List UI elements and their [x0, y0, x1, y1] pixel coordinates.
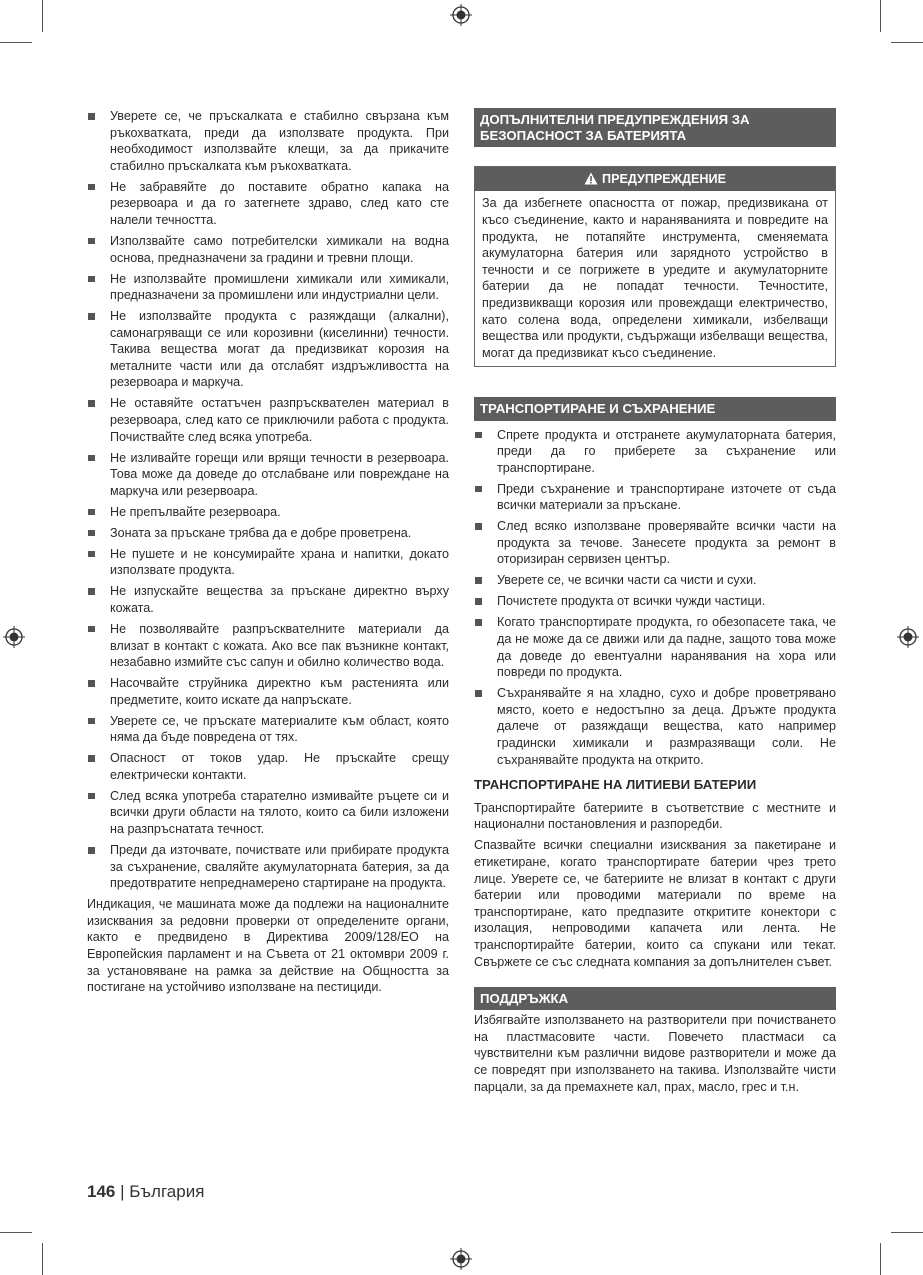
crop-mark — [880, 0, 881, 32]
list-item: Почистете продукта от всички чужди частици. — [474, 593, 836, 610]
list-item: Уверете се, че пръскате материалите към област, която няма да бъде повредена от тях. — [87, 713, 449, 746]
footer-language: България — [129, 1182, 205, 1201]
lithium-paragraph: Спазвайте всички специални изисквания за пакетиране и етикетиране, когато транспортирате батерии чрез трето лице. Уверете се, че батериите не влизат в контакт с други батерии или проводими материали по време на транспортиране, като предпазите откритите конектори с изолация, непроводими капачета или лента. Не транспортирайте батерии, които са спукани или текат. Свържете се със следната компания за допълнителен съвет. — [474, 838, 836, 969]
battery-safety-heading: ДОПЪЛНИТЕЛНИ ПРЕДУПРЕЖДЕНИЯ ЗА БЕЗОПАСНОСТ ЗА БАТЕРИЯТА — [474, 108, 836, 147]
list-item: Зоната за пръскане трябва да е добре проветрена. — [87, 525, 449, 542]
list-item: Не позволявайте разпръсквателните материали да влизат в контакт с кожата. Ако все пак възникне контакт, незабавно измийте със сапун и обилно количество вода. — [87, 621, 449, 671]
list-item: Опасност от токов удар. Не пръскайте срещу електрически контакти. — [87, 750, 449, 783]
list-item: Не препълвайте резервоара. — [87, 504, 449, 521]
warning-header — [475, 167, 835, 191]
registration-mark-icon — [897, 626, 919, 648]
crop-mark — [42, 0, 43, 32]
list-item: Не оставяйте остатъчен разпръсквателен материал в резервоара, след като се приключили работа с продукта. Почиствайте след всяка употреба. — [87, 395, 449, 445]
footer-separator: | — [120, 1182, 125, 1201]
list-item: Използвайте само потребителски химикали на водна основа, предназначени за градини и тревни площи. — [87, 233, 449, 266]
crop-mark — [891, 1232, 923, 1233]
list-item: Насочвайте струйника директно към растенията или предметите, които искате да напръскате. — [87, 675, 449, 708]
list-item: Съхранявайте я на хладно, сухо и добре проветрявано място, което е недостъпно за деца. Дръжте продукта далече от разяждащи вещества, като например градински химикали и размразяващи соли. Не съхранявайте продукта на открито. — [474, 685, 836, 768]
page-footer — [87, 1182, 204, 1202]
list-item: Уверете се, че пръскалката е стабилно свързана към ръкохватката, преди да използвате продукта. При необходимост използвайте клещи, за да прикачите стабилно пръскалката към ръкохватката. — [87, 108, 449, 174]
right-column — [474, 108, 836, 1100]
list-item: Не изливайте горещи или врящи течности в резервоара. Това може да доведе до отслабване или повреждане на маркуча или резервоара. — [87, 450, 449, 500]
maintenance-heading: ПОДДРЪЖКА — [474, 987, 836, 1010]
registration-mark-icon — [450, 4, 472, 26]
list-item: Не използвайте продукта с разяждащи (алкални), самонагряващи се или корозивни (киселинни) течности. Такива вещества могат да предизвикат корозия на металните части или да отслабят издръжливостта на резервоара и маркуча. — [87, 308, 449, 391]
list-item: Преди съхранение и транспортиране източете от съда всички материали за пръскане. — [474, 481, 836, 514]
list-item: Когато транспортирате продукта, го обезопасете така, че да не може да се движи или да падне, защото това може да доведе до евентуални наранявания на хора или повреди по продукта. — [474, 614, 836, 680]
crop-mark — [42, 1243, 43, 1275]
crop-mark — [891, 42, 923, 43]
list-item: Уверете се, че всички части са чисти и сухи. — [474, 572, 836, 589]
registration-mark-icon — [450, 1248, 472, 1270]
list-item: Спрете продукта и отстранете акумулаторната батерия, преди да го приберете за съхранение или транспортиране. — [474, 427, 836, 477]
lithium-paragraph: Транспортирайте батериите в съответствие с местните и национални постановления и разпоредби. — [474, 800, 836, 832]
left-column — [87, 108, 449, 1000]
crop-mark — [0, 1232, 32, 1233]
warning-label: ПРЕДУПРЕЖДЕНИЕ — [602, 172, 726, 187]
warning-box — [474, 166, 836, 367]
warning-triangle-icon — [584, 172, 598, 185]
crop-mark — [880, 1243, 881, 1275]
crop-mark — [0, 42, 32, 43]
list-item: Не използвайте промишлени химикали или химикали, предназначени за промишлени или индустриални цели. — [87, 271, 449, 304]
transport-storage-heading: ТРАНСПОРТИРАНЕ И СЪХРАНЕНИЕ — [474, 397, 836, 420]
list-item: Не пушете и не консумирайте храна и напитки, докато използвате продукта. — [87, 546, 449, 579]
directive-paragraph: Индикация, че машината може да подлежи на националните изисквания за редовни проверки от определените органи, както е предвидено в Директива 2009/128/ЕО на Европейския парламент и на Съвета от 21 октомври 2009 г. за установяване на рамка за действие на Общността за постигане на устойчиво използване на пестициди. — [87, 897, 449, 995]
list-item: Преди да източвате, почиствате или прибирате продукта за съхранение, сваляйте акумулаторната батерия, за да предотвратите непреднамерено стартиране на продукта. — [87, 842, 449, 892]
lithium-transport-heading: ТРАНСПОРТИРАНЕ НА ЛИТИЕВИ БАТЕРИИ — [474, 777, 757, 793]
list-item: Не изпускайте вещества за пръскане директно върху кожата. — [87, 583, 449, 616]
maintenance-paragraph: Избягвайте използването на разтворители при почистването на пластмасовите части. Повечето пластмаси са чувствителни към различни видове разтворители и може да се повредят при използването на такива. Използвайте чисти парцали, за да премахнете кал, прах, масло, грес и т.н. — [474, 1013, 836, 1094]
list-item: Не забравяйте до поставите обратно капака на резервоара и да го затегнете здраво, след като сте налели течността. — [87, 179, 449, 229]
list-item: След всяко използване проверявайте всички части на продукта за течове. Занесете продукта за ремонт в оторизиран сервизен център. — [474, 518, 836, 568]
list-item: След всяка употреба старателно измивайте ръцете си и всички други области на тялото, които са били изложени на разпръснатата течност. — [87, 788, 449, 838]
page-number: 146 — [87, 1182, 116, 1201]
transport-bullet-list — [474, 427, 836, 769]
registration-mark-icon — [3, 626, 25, 648]
warning-text: За да избегнете опасността от пожар, предизвикана от късо съединение, както и нараняванията и повредите на продукта, не потапяйте инструмента, сменяемата акумулаторна батерия или зарядното устройство в течности и се погрижете в уредите и акумулаторните батерии да не попадат течности. Течностите, предизвикващи корозия или провеждащи електричество, като солена вода, определени химикали, избелващи вещества или продукти, съдържащи избелващи вещества, могат да предизвикат късо съединение. — [482, 196, 828, 360]
safety-bullet-list — [87, 108, 449, 892]
